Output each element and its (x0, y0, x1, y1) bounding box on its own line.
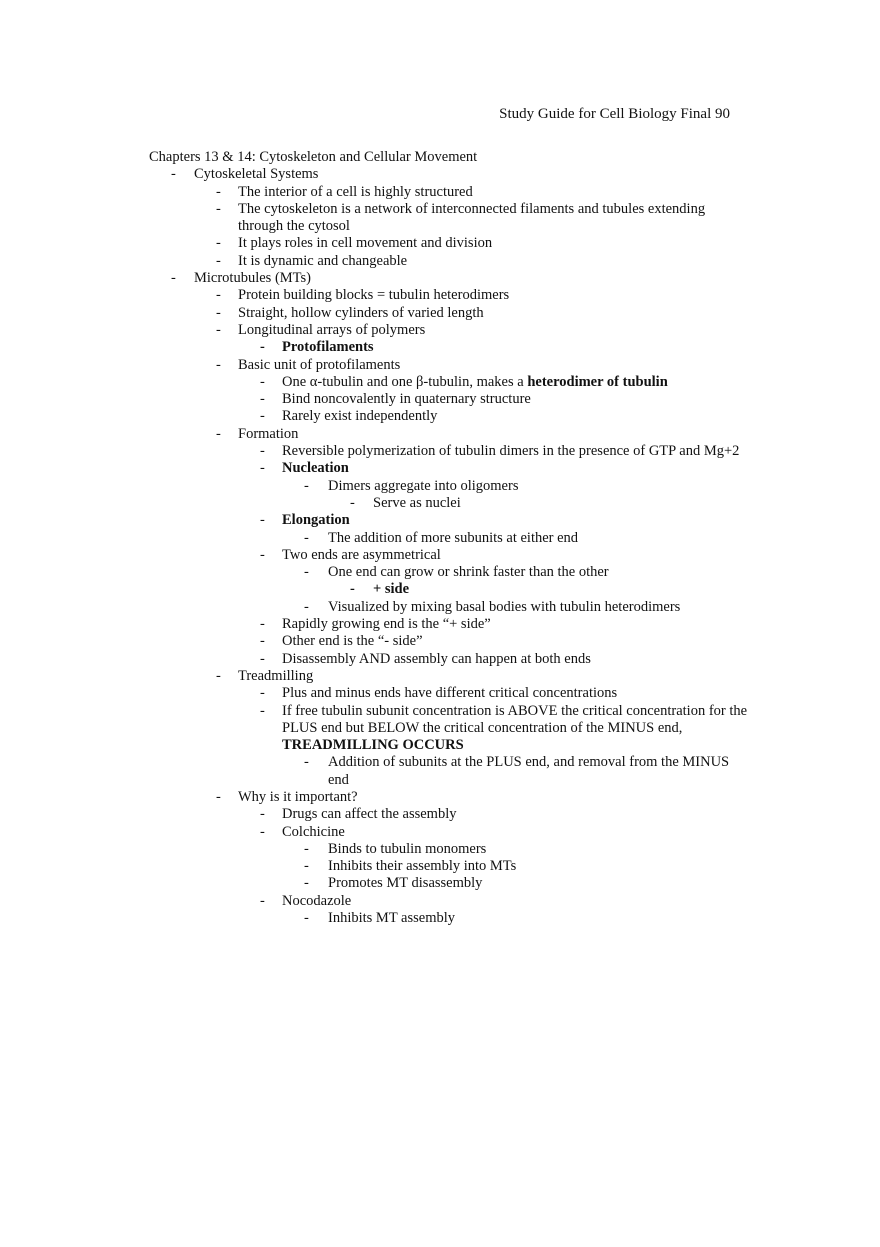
item-text: One α-tubulin and one β-tubulin, makes a (282, 373, 528, 390)
list-item (282, 478, 749, 513)
microtubules-list (194, 287, 749, 927)
item-label: - Basic unit of protofilaments (238, 356, 401, 373)
elongation-list (282, 530, 749, 547)
list-item: - Drugs can affect the assembly (238, 806, 749, 823)
list-item: - Protein building blocks = tubulin heterodimers (194, 287, 749, 304)
list-item (194, 426, 749, 668)
list-item (282, 564, 749, 599)
list-item: - Promotes MT disassembly (282, 875, 749, 892)
list-item: - Inhibits their assembly into MTs (282, 858, 749, 875)
list-item: - Other end is the “- side” (238, 633, 749, 650)
arrays-list (238, 339, 749, 356)
item-label: - Dimers aggregate into oligomers (328, 477, 519, 494)
colchicine-list (282, 841, 749, 893)
list-item: - Binds to tubulin monomers (282, 841, 749, 858)
list-item: - + side (328, 581, 749, 598)
item-label: - Two ends are asymmetrical (282, 546, 441, 563)
two-ends-list (282, 564, 749, 616)
list-item (238, 824, 749, 893)
item-label: - Colchicine (282, 823, 345, 840)
item-label: - One end can grow or shrink faster than the other (328, 564, 609, 581)
item-label: - Why is it important? (238, 788, 358, 805)
list-item (238, 512, 749, 547)
item-label: - Nocodazole (282, 892, 352, 909)
list-item (194, 322, 749, 357)
chapter-title: Chapters 13 & 14: Cytoskeleton and Cellular Movement (149, 149, 478, 165)
cytoskeletal-list (194, 184, 749, 270)
list-item (238, 893, 749, 928)
list-item: - The cytoskeleton is a network of interconnected filaments and tubules extending through the cytosol (194, 201, 749, 236)
section-cytoskeletal-systems (149, 166, 749, 270)
list-item: - The interior of a cell is highly structured (194, 184, 749, 201)
list-item: - It plays roles in cell movement and division (194, 235, 749, 252)
list-item (194, 357, 749, 426)
list-item (194, 668, 749, 789)
outline-level-1 (149, 166, 749, 927)
list-item: - Rarely exist independently (238, 408, 749, 425)
list-item: - The addition of more subunits at either end (282, 530, 749, 547)
list-item: - Visualized by mixing basal bodies with tubulin heterodimers (282, 599, 749, 616)
list-item: - Disassembly AND assembly can happen at both ends (238, 651, 749, 668)
section-microtubules (149, 270, 749, 927)
page-header: Study Guide for Cell Biology Final 90 (499, 106, 730, 122)
item-label: - Longitudinal arrays of polymers (238, 321, 426, 338)
list-item: - Plus and minus ends have different critical concentrations (238, 685, 749, 702)
list-item: - Straight, hollow cylinders of varied length (194, 305, 749, 322)
item-emphasis: heterodimer of tubulin (527, 373, 668, 390)
document-body (149, 149, 749, 927)
treadmilling-list (238, 685, 749, 789)
item-label: - Treadmilling (238, 667, 314, 684)
basic-unit-list (238, 374, 749, 426)
item-text: If free tubulin subunit concentration is ABOVE the critical concentration for the PLUS end but BELOW the critical concentration of the MINUS end, (282, 702, 748, 736)
item-label: - Elongation (282, 512, 350, 529)
nucleation-list (282, 478, 749, 513)
importance-list (238, 806, 749, 927)
nocodazole-list (282, 910, 749, 927)
list-item: - Serve as nuclei (328, 495, 749, 512)
list-item (238, 460, 749, 512)
list-item: - Reversible polymerization of tubulin dimers in the presence of GTP and Mg+2 (238, 443, 749, 460)
list-item: - It is dynamic and changeable (194, 253, 749, 270)
list-item: - Inhibits MT assembly (282, 910, 749, 927)
one-end-list (328, 581, 749, 598)
section-label: - Microtubules (MTs) (194, 270, 311, 287)
item-emphasis: TREADMILLING OCCURS (282, 737, 464, 754)
formation-list (238, 443, 749, 668)
list-item (194, 789, 749, 927)
list-item: - Protofilaments (238, 339, 749, 356)
list-item (238, 547, 749, 616)
treadmilling-sub-list (282, 754, 749, 789)
item-label: - Nucleation (282, 460, 349, 477)
list-item: - Rapidly growing end is the “+ side” (238, 616, 749, 633)
section-label: - Cytoskeletal Systems (194, 166, 319, 183)
list-item: - Addition of subunits at the PLUS end, and removal from the MINUS end (282, 754, 749, 789)
list-item: - Bind noncovalently in quaternary structure (238, 391, 749, 408)
list-item (238, 703, 749, 789)
aggregate-list (328, 495, 749, 512)
item-label (282, 703, 749, 755)
item-label: - Formation (238, 425, 299, 442)
list-item (238, 374, 749, 391)
